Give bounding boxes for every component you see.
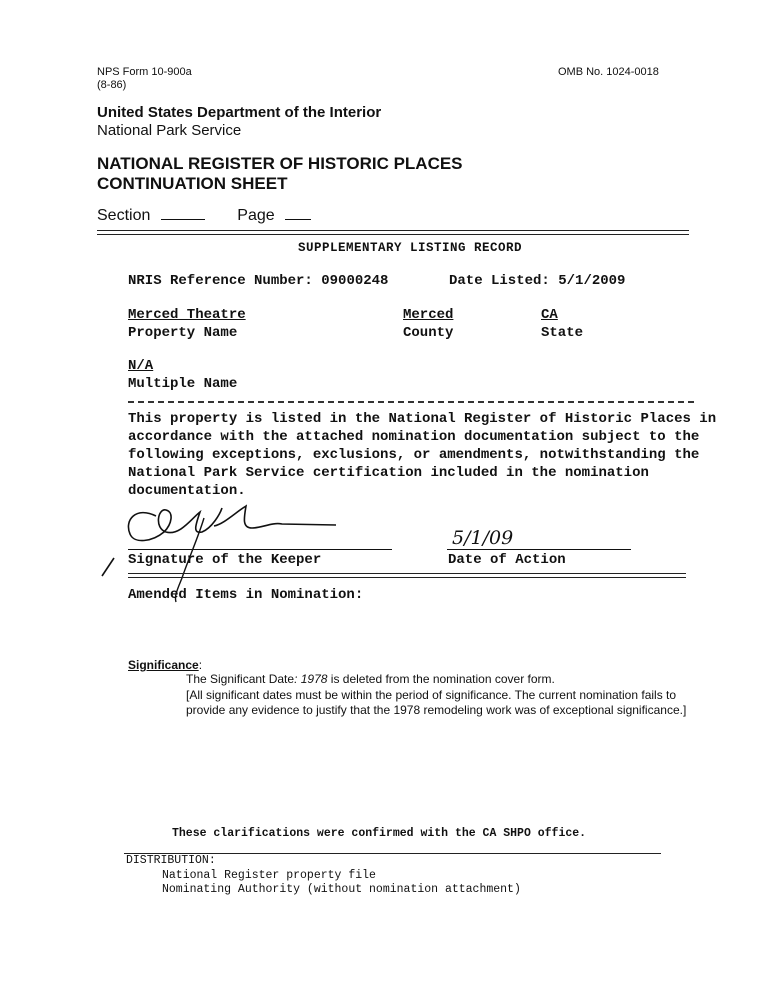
distribution-block xyxy=(126,854,521,898)
section-blank xyxy=(161,207,205,220)
distribution-item: National Register property file xyxy=(162,868,376,882)
date-of-action-handwritten: 5/1/09 xyxy=(452,527,514,549)
county-label: County xyxy=(403,325,454,341)
signature-divider xyxy=(128,573,686,578)
significance-heading: Significance: xyxy=(128,658,203,672)
property-name-value: Merced Theatre xyxy=(128,307,246,323)
section-label: Section xyxy=(97,207,151,224)
clarification-note: These clarifications were confirmed with the CA SHPO office. xyxy=(172,827,587,840)
nris-value: 09000248 xyxy=(321,273,389,289)
distribution-item: Nominating Authority (without nomination attachment) xyxy=(162,883,521,896)
page-subtitle: CONTINUATION SHEET xyxy=(97,174,288,193)
agency-name: National Park Service xyxy=(97,122,242,139)
dashed-divider xyxy=(128,401,694,403)
nris-label: NRIS Reference Number: xyxy=(128,273,313,289)
record-heading: SUPPLEMENTARY LISTING RECORD xyxy=(298,241,523,255)
date-listed-label: Date Listed: xyxy=(449,273,550,289)
date-listed-value: 5/1/2009 xyxy=(558,273,626,289)
omb-number: OMB No. 1024-0018 xyxy=(558,66,659,78)
page-label: Page xyxy=(237,207,275,224)
signature-label: Signature of the Keeper xyxy=(128,552,322,568)
section-page-row xyxy=(97,207,311,225)
state-label: State xyxy=(541,325,584,341)
amended-items-label: Amended Items in Nomination: xyxy=(128,587,364,603)
date-of-action-label: Date of Action xyxy=(448,552,566,568)
date-of-action-line xyxy=(447,549,631,550)
department-name: United States Department of the Interior xyxy=(97,104,382,121)
signature-line xyxy=(128,549,392,550)
header-divider xyxy=(97,230,689,235)
distribution-label: DISTRIBUTION: xyxy=(126,854,216,867)
property-name-label: Property Name xyxy=(128,325,238,341)
nris-reference-row xyxy=(128,273,388,289)
page-blank xyxy=(285,207,311,220)
multiple-name-label: Multiple Name xyxy=(128,376,238,392)
listing-statement: This property is listed in the National Register of Historic Places in accordance with the attached nomination documentation subject to the following exceptions, exclusions, or amendments, notwithstanding the National Park Service certification included in the nomination documentation. xyxy=(128,411,717,499)
state-value: CA xyxy=(541,307,558,323)
county-value: Merced xyxy=(403,307,454,323)
date-listed-row xyxy=(449,273,625,289)
multiple-name-value: N/A xyxy=(128,358,154,374)
form-number: NPS Form 10-900a (8-86) xyxy=(97,66,192,91)
significance-body: The Significant Date: 1978 is deleted from the nomination cover form. [All significant dates must be within the period of significance. The current nomination fails to provide any evidence to justify that the 1978 remodeling work was of exceptional significance.] xyxy=(186,672,687,717)
page-title: NATIONAL REGISTER OF HISTORIC PLACES xyxy=(97,154,463,173)
